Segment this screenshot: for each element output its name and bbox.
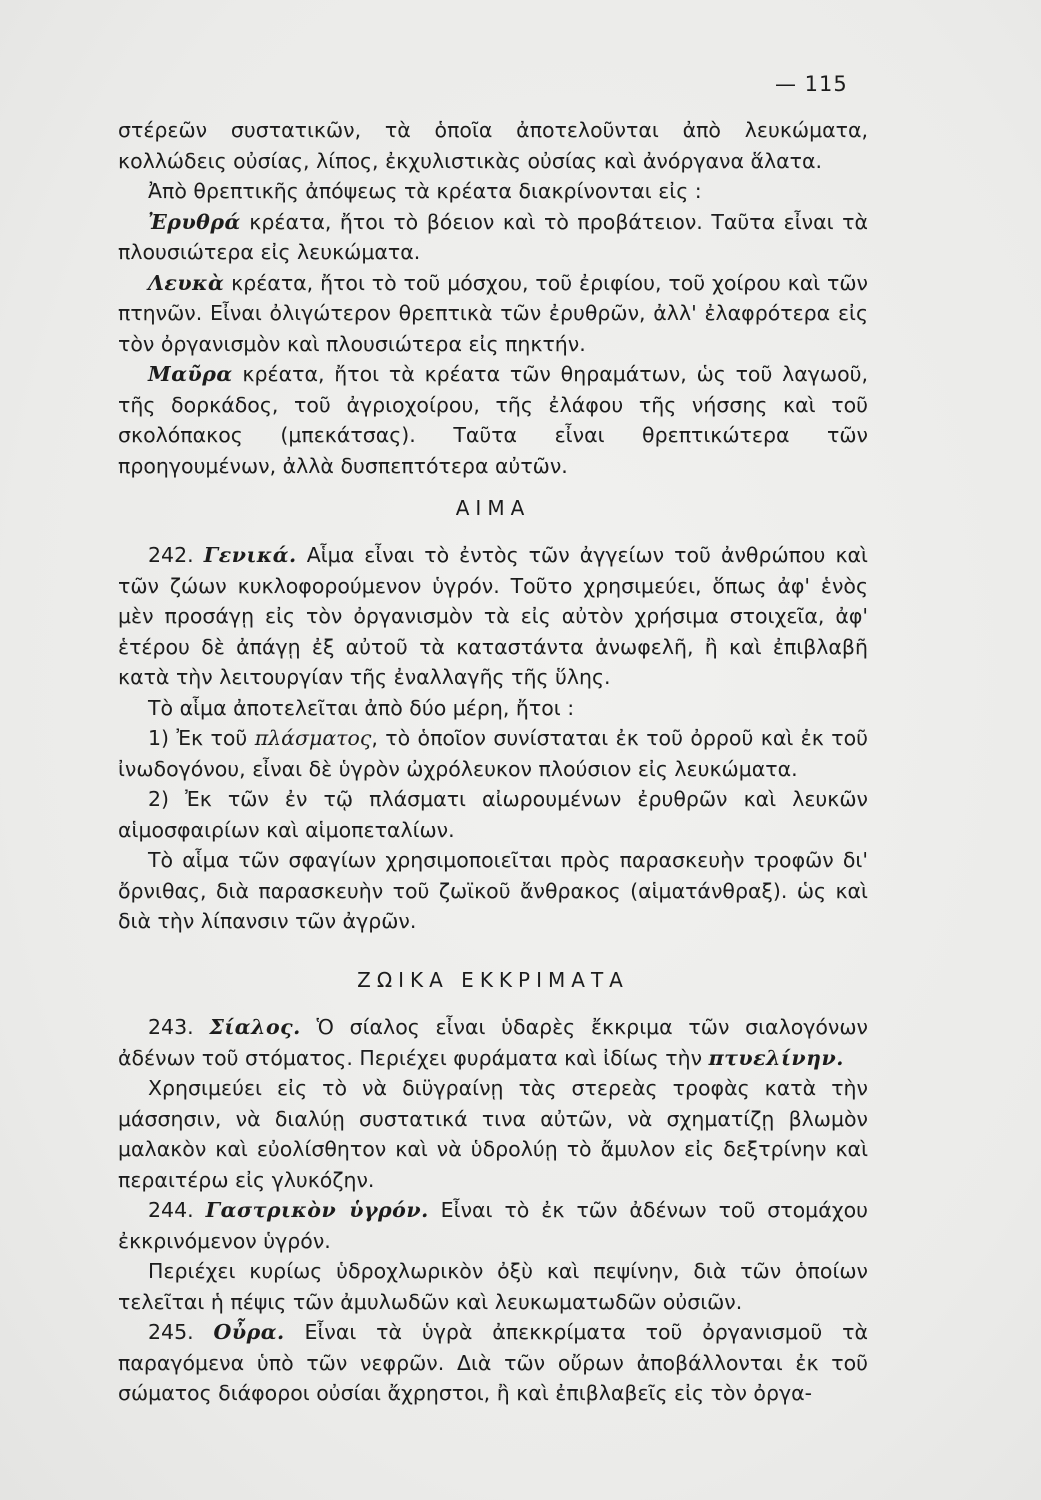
term-dark-meat: Μαῦρα	[148, 362, 233, 386]
number-244: 244.	[148, 1198, 206, 1222]
term-saliva: Σίαλος.	[209, 1015, 301, 1039]
paragraph-gastric-contents: Περιέχει κυρίως ὑδροχλωρικὸν ὀξὺ καὶ πεψίνην, διὰ τῶν ὁποίων τελεῖται ἡ πέψις τῶν ἀμυλωδῶν καὶ λευκωματωδῶν οὐσιῶν.	[118, 1259, 868, 1314]
paragraph-dark-meat	[118, 359, 868, 481]
saliva-text: Ὁ σίαλος εἶναι ὑδαρὲς ἔκκριμα τῶν σιαλογόνων ἀδένων τοῦ στόματος. Περιέχει φυράματα καὶ ἰδίως τὴν	[118, 1015, 868, 1070]
meat-section	[118, 115, 868, 481]
term-plasma: πλάσματος	[254, 726, 372, 750]
paragraph-blood-parts: Τὸ αἷμα ἀποτελεῖται ἀπὸ δύο μέρη, ἤτοι :	[148, 695, 575, 720]
secretions-section	[118, 1012, 868, 1409]
term-ptyalin: πτυελίνην.	[708, 1045, 844, 1070]
number-242: 242.	[148, 543, 204, 567]
paragraph-saliva-uses: Χρησιμεύει εἰς τὸ νὰ διϋγραίνῃ τὰς στερεὰς τροφὰς κατὰ τὴν μάσσησιν, νὰ διαλύῃ συστατικά τινα αὐτῶν, νὰ σχηματίζῃ βλωμὸν μαλακὸν καὶ εὐολίσθητον καὶ νὰ ὑδρολύῃ τὸ ἄμυλον εἰς δεξτρίνην καὶ περαιτέρω εἰς γλυκόζην.	[118, 1076, 868, 1192]
paragraph-plasma	[118, 723, 868, 784]
paragraph-meat-composition: στέρεῶν συστατικῶν, τὰ ὁποῖα ἀποτελοῦνται ἀπὸ λευκώματα, κολλώδεις οὐσίας, λίπος, ἐκχυλιστικὰς οὐσίας καὶ ἀνόργανα ἅλατα.	[118, 118, 868, 173]
gastric-juice-text: Εἶναι τὸ ἐκ τῶν ἀδένων τοῦ στομάχου ἐκκρινόμενον ὑγρόν.	[118, 1198, 868, 1253]
term-general: Γενικά.	[203, 543, 297, 567]
heading-animal-secretions: ΖΩΙΚΑ ΕΚΚΡΙΜΑΤΑ	[357, 968, 629, 992]
paragraph-242	[118, 540, 868, 693]
paragraph-white-meat	[118, 268, 868, 360]
term-gastric-juice: Γαστρικὸν ὑγρόν.	[205, 1198, 429, 1222]
dark-meat-text: κρέατα, ἤτοι τὰ κρέατα τῶν θηραμάτων, ὡς τοῦ λαγωοῦ, τῆς δορκάδος, τοῦ ἀγριοχοίρου, τῆς ἐλάφου τῆς νήσσης καὶ τοῦ σκολόπακος (μπεκάτσας). Ταῦτα εἶναι θρεπτικώτερα τῶν προηγουμένων, ἀλλὰ δυσπεπτότερα αὐτῶν.	[118, 362, 868, 478]
paragraph-244	[118, 1195, 868, 1256]
paragraph-blood-cells: 2) Ἐκ τῶν ἐν τῷ πλάσματι αἰωρουμένων ἐρυθρῶν καὶ λευκῶν αἱμοσφαιρίων καὶ αἱμοπεταλίων.	[118, 787, 868, 842]
plasma-text: , τὸ ὁποῖον συνίσταται ἐκ τοῦ ὀρροῦ καὶ ἐκ τοῦ ἰνωδογόνου, εἶναι δὲ ὑγρὸν ὠχρόλευκον πλούσιον εἰς λευκώματα.	[118, 726, 868, 781]
paragraph-blood-uses: Τὸ αἷμα τῶν σφαγίων χρησιμοποιεῖται πρὸς παρασκευὴν τροφῶν δι' ὄρνιθας, διὰ παρασκευὴν τοῦ ζωϊκοῦ ἄνθρακος (αἱματάνθραξ). ὡς καὶ διὰ τὴν λίπανσιν τῶν ἀγρῶν.	[118, 848, 868, 933]
term-urine: Οὖρα.	[213, 1320, 285, 1344]
term-red-meat: Ἐρυθρά	[148, 209, 241, 234]
paragraph-243	[118, 1012, 868, 1073]
paragraph-245	[118, 1317, 868, 1409]
paragraph-red-meat	[118, 207, 868, 268]
white-meat-text: κρέατα, ἤτοι τὸ τοῦ μόσχου, τοῦ ἐριφίου, τοῦ χοίρου καὶ τῶν πτηνῶν. Εἶναι ὀλιγώτερον θρεπτικὰ τῶν ἐρυθρῶν, ἀλλ' ἐλαφρότερα εἰς τὸν ὀργανισμὸν καὶ πλουσιώτερα εἰς πηκτήν.	[118, 270, 868, 356]
blood-section	[118, 540, 868, 937]
red-meat-text: κρέατα, ἤτοι τὸ βόειον καὶ τὸ προβάτειον. Ταῦτα εἶναι τὰ πλουσιώτερα εἰς λευκώματα.	[118, 209, 868, 264]
number-245: 245.	[148, 1320, 214, 1344]
paragraph-meat-classification: Ἀπὸ θρεπτικῆς ἀπόψεως τὰ κρέατα διακρίνονται εἰς :	[148, 179, 702, 203]
term-white-meat: Λευκὰ	[148, 270, 225, 295]
page-number: — 115	[775, 72, 848, 96]
general-text: Αἷμα εἶναι τὸ ἐντὸς τῶν ἀγγείων τοῦ ἀνθρώπου καὶ τῶν ζώων κυκλοφορούμενον ὑγρόν. Τοῦτο χρησιμεύει, ὅπως ἀφ' ἑνὸς μὲν προσάγῃ εἰς τὸν ὀργανισμὸν τὰ εἰς αὐτὸν χρήσιμα στοιχεῖα, ἀφ' ἑτέρου δὲ ἀπάγῃ ἐξ αὐτοῦ τὰ καταστάντα ἀνωφελῆ, ἢ καὶ ἐπιβλαβῆ κατὰ τὴν λειτουργίαν τῆς ἐναλλαγῆς τῆς ὕλης.	[118, 543, 868, 689]
urine-text: Εἶναι τὰ ὑγρὰ ἀπεκκρίματα τοῦ ὀργανισμοῦ τὰ παραγόμενα ὑπὸ τῶν νεφρῶν. Διὰ τῶν οὔρων ἀποβάλλονται ἐκ τοῦ σώματος διάφοροι οὐσίαι ἄχρηστοι, ἢ καὶ ἐπιβλαβεῖς εἰς τὸν ὀργα-	[118, 1320, 868, 1405]
heading-blood: ΑΙΜΑ	[455, 496, 531, 520]
number-243: 243.	[148, 1015, 210, 1039]
plasma-prefix: 1) Ἐκ τοῦ	[148, 726, 255, 750]
